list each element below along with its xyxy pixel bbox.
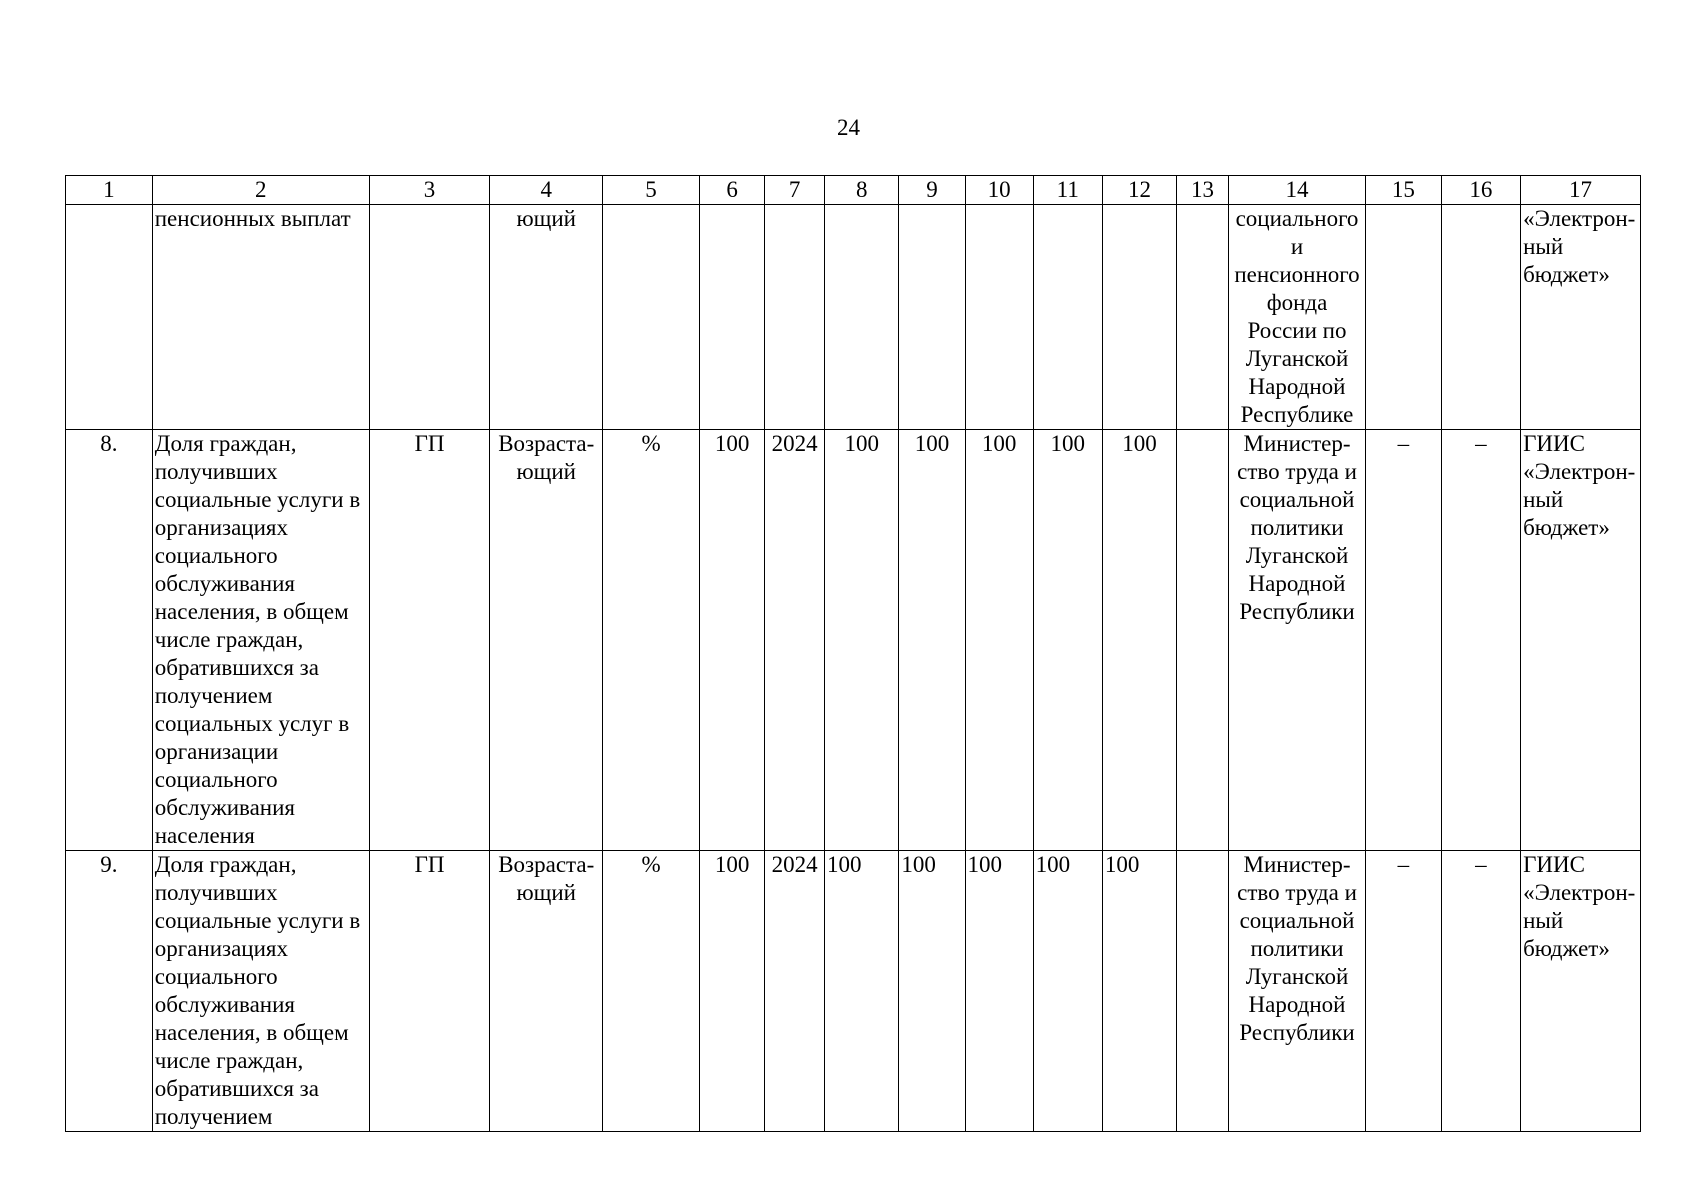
header-cell: 3 xyxy=(369,176,490,205)
header-cell: 15 xyxy=(1366,176,1441,205)
table-cell: ГИИС «Электрон-ный бюджет» xyxy=(1521,851,1641,1132)
table-cell: 100 xyxy=(899,851,965,1132)
table-cell: Доля граждан, получивших социальные услуги в организациях социального обслуживания населения, в общем числе граждан, обратившихся за получением социальных услуг в организации социального обслуживания населения xyxy=(152,430,369,851)
header-cell: 10 xyxy=(965,176,1033,205)
table-cell: % xyxy=(603,430,700,851)
table-cell: 100 xyxy=(1033,851,1102,1132)
table-cell: Доля граждан, получивших социальные услуги в организациях социального обслуживания населения, в общем числе граждан, обратившихся за получением xyxy=(152,851,369,1132)
table-cell xyxy=(1177,205,1229,430)
table-cell: 2024 xyxy=(765,430,825,851)
header-cell: 13 xyxy=(1177,176,1229,205)
header-row xyxy=(66,176,1641,205)
table-cell: 100 xyxy=(965,851,1033,1132)
table-cell: 2024 xyxy=(765,851,825,1132)
table-cell: – xyxy=(1366,430,1441,851)
header-cell: 17 xyxy=(1521,176,1641,205)
table-cell: 100 xyxy=(700,851,765,1132)
table-cell: ющий xyxy=(490,205,603,430)
table-cell: социального и пенсионного фонда России по Луганской Народной Республике xyxy=(1228,205,1365,430)
table-cell: % xyxy=(603,851,700,1132)
table-cell: Министер-ство труда и социальной политики Луганской Народной Республики xyxy=(1228,851,1365,1132)
table-cell xyxy=(1177,851,1229,1132)
table-cell: ГИИС «Электрон-ный бюджет» xyxy=(1521,430,1641,851)
header-cell: 14 xyxy=(1228,176,1365,205)
header-cell: 9 xyxy=(899,176,965,205)
table-cell: пенсионных выплат xyxy=(152,205,369,430)
table-cell: – xyxy=(1441,851,1521,1132)
table-cell xyxy=(1441,205,1521,430)
table-cell xyxy=(765,205,825,430)
table-cell: 8. xyxy=(66,430,153,851)
table-cell: ГП xyxy=(369,430,490,851)
table-cell: 100 xyxy=(700,430,765,851)
indicator-table xyxy=(65,175,1641,1132)
header-cell: 1 xyxy=(66,176,153,205)
table-cell xyxy=(1033,205,1102,430)
table-cell: 9. xyxy=(66,851,153,1132)
table-cell: Возраста-ющий xyxy=(490,430,603,851)
page-number: 24 xyxy=(837,115,860,140)
table-row xyxy=(66,851,1641,1132)
table-cell xyxy=(1177,430,1229,851)
table-cell: – xyxy=(1441,430,1521,851)
header-cell: 11 xyxy=(1033,176,1102,205)
table-cell: 100 xyxy=(899,430,965,851)
table-cell xyxy=(66,205,153,430)
table-cell: «Электрон-ный бюджет» xyxy=(1521,205,1641,430)
header-cell: 8 xyxy=(825,176,899,205)
table-cell xyxy=(965,205,1033,430)
header-cell: 6 xyxy=(700,176,765,205)
table-cell xyxy=(825,205,899,430)
table-cell xyxy=(369,205,490,430)
table-cell xyxy=(1366,205,1441,430)
header-cell: 12 xyxy=(1102,176,1176,205)
table-cell xyxy=(603,205,700,430)
table-cell: Возраста-ющий xyxy=(490,851,603,1132)
table-row xyxy=(66,205,1641,430)
table-cell: 100 xyxy=(1102,430,1176,851)
table-cell xyxy=(899,205,965,430)
table-cell: 100 xyxy=(825,851,899,1132)
table-row xyxy=(66,430,1641,851)
header-cell: 5 xyxy=(603,176,700,205)
table-cell: 100 xyxy=(965,430,1033,851)
header-cell: 7 xyxy=(765,176,825,205)
table-cell xyxy=(700,205,765,430)
table-cell: ГП xyxy=(369,851,490,1132)
header-cell: 2 xyxy=(152,176,369,205)
table-cell: Министер-ство труда и социальной политики Луганской Народной Республики xyxy=(1228,430,1365,851)
table-cell xyxy=(1102,205,1176,430)
header-cell: 4 xyxy=(490,176,603,205)
table-cell: 100 xyxy=(1033,430,1102,851)
table-cell: 100 xyxy=(825,430,899,851)
header-cell: 16 xyxy=(1441,176,1521,205)
table-cell: – xyxy=(1366,851,1441,1132)
table-cell: 100 xyxy=(1102,851,1176,1132)
